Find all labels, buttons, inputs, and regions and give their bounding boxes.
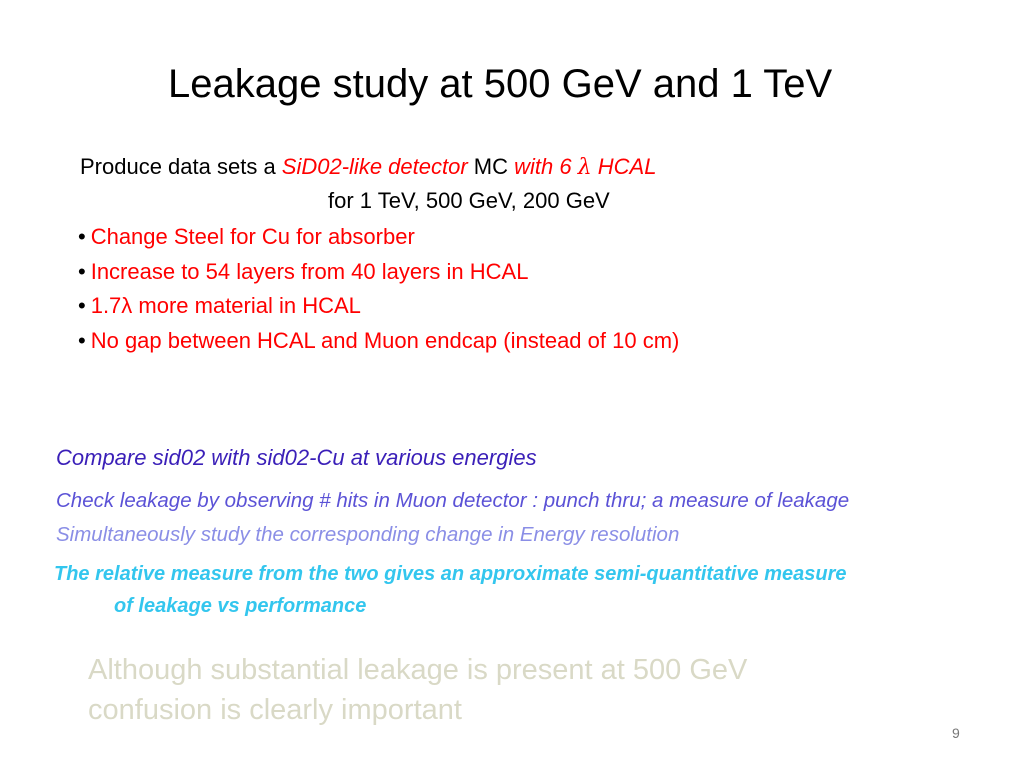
slide-title: Leakage study at 500 GeV and 1 TeV: [168, 62, 833, 106]
bullet-text: Increase to 54 layers from 40 layers in HCAL: [90, 258, 529, 284]
intro-with-text: with 6: [514, 154, 578, 179]
lambda-symbol: λ: [577, 155, 592, 180]
intro-hcal: HCAL: [591, 154, 657, 179]
conclusion-line-2: confusion is clearly important: [88, 694, 462, 726]
bullet-dot: •: [78, 258, 86, 284]
energy-resolution-text: Simultaneously study the corresponding change in Energy resolution: [56, 523, 680, 546]
list-item: [78, 257, 679, 292]
bullet-dot: •: [78, 293, 86, 318]
bullet-text: No gap between HCAL and Muon endcap (instead of 10 cm): [90, 327, 680, 353]
bullet-list: [78, 222, 679, 360]
relative-measure-line-1: The relative measure from the two gives an approximate semi-quantitative measure: [54, 563, 847, 585]
intro-line: [80, 154, 656, 180]
check-leakage-text: Check leakage by observing # hits in Muon detector : punch thru; a measure of leakage: [56, 489, 850, 512]
page-number: 9: [952, 725, 960, 741]
energies-line: for 1 TeV, 500 GeV, 200 GeV: [328, 188, 610, 213]
list-item: [78, 326, 679, 361]
intro-with: [514, 154, 656, 179]
intro-mid: MC: [467, 154, 515, 179]
compare-text: Compare sid02 with sid02-Cu at various energies: [56, 445, 537, 470]
conclusion-line-1: Although substantial leakage is present at 500 GeV: [88, 654, 748, 686]
bullet-text: 1.7λ more material in HCAL: [90, 293, 361, 318]
intro-prefix: Produce data sets a: [80, 154, 282, 179]
bullet-text: Change Steel for Cu for absorber: [90, 224, 415, 249]
relative-measure-line-2: of leakage vs performance: [114, 595, 367, 617]
bullet-dot: •: [78, 327, 86, 353]
relative-measure-text: [54, 558, 847, 622]
list-item: [78, 222, 679, 257]
intro-detector: SiD02-like detector: [281, 154, 468, 179]
conclusion-text: [88, 650, 747, 730]
bullet-dot: •: [78, 224, 86, 249]
list-item: [78, 291, 679, 326]
